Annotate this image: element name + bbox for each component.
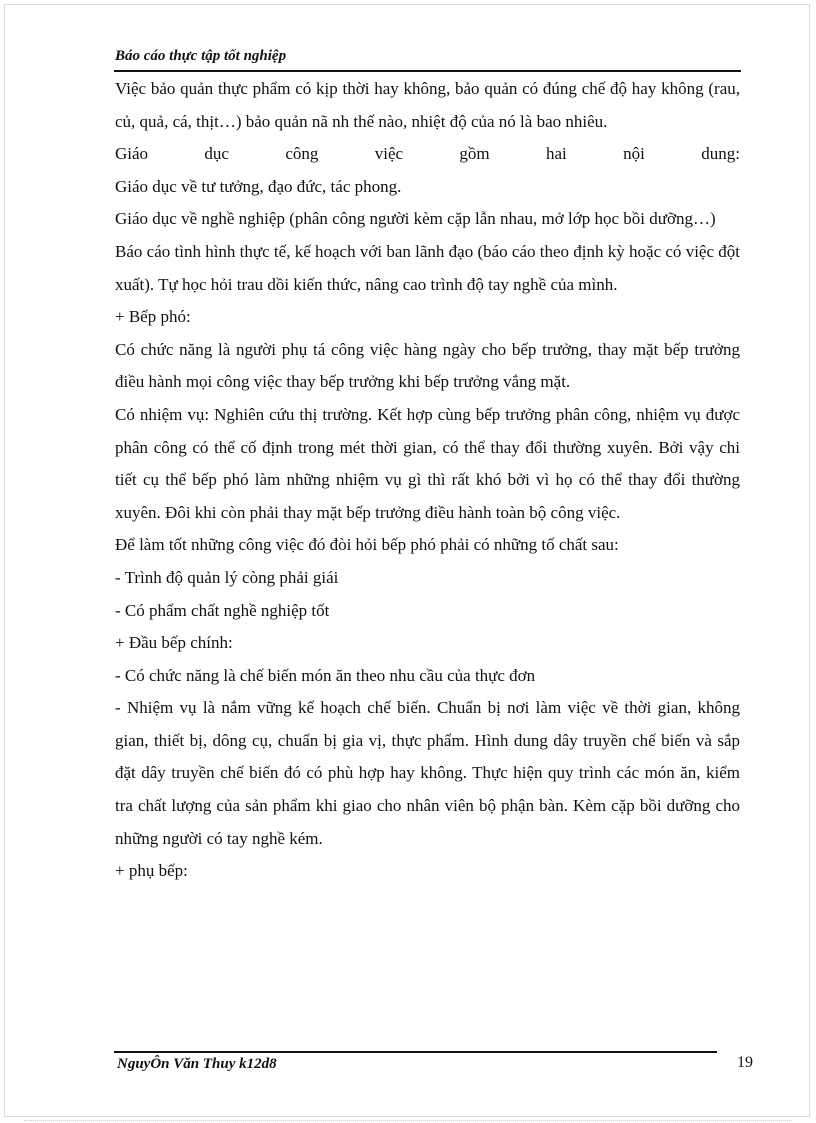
word: nội bbox=[623, 144, 645, 164]
list-item: - Có chức năng là chế biến món ăn theo nhu cầu của thực đơn bbox=[115, 665, 536, 685]
paragraph-education-intro bbox=[115, 138, 740, 171]
word: gồm bbox=[459, 144, 490, 164]
paragraph-report: Báo cáo tình hình thực tế, kế hoạch với ban lãnh đạo (báo cáo theo định kỳ hoặc có việc đột xuất). Tự học hỏi trau dồi kiến thức, nâng cao trình độ tay nghề của mình. bbox=[115, 241, 740, 294]
heading-kitchen-assistant: + phụ bếp: bbox=[115, 861, 188, 881]
word: việc bbox=[374, 144, 404, 164]
word: Giáo bbox=[115, 144, 149, 164]
footer-author: NguyÔn Văn Thuy k12d8 bbox=[117, 1056, 277, 1072]
header-rule bbox=[114, 70, 741, 72]
paragraph-sous-chef-function: Có chức năng là người phụ tá công việc hàng ngày cho bếp trưởng, thay mặt bếp trưởng điều hành mọi công việc thay bếp trưởng khi bếp trưởng vắng mặt. bbox=[115, 339, 740, 392]
body-content bbox=[115, 73, 740, 888]
heading-sous-chef: + Bếp phó: bbox=[115, 307, 191, 327]
paragraph-sous-chef-duty: Có nhiệm vụ: Nghiên cứu thị trường. Kết hợp cùng bếp trưởng phân công, nhiệm vụ được phân công có thể cố định trong mét thời gian, có thể thay đổi thường xuyên. Bởi vậy chi tiết cụ thể bếp phó làm những nhiệm vụ gì thì rất khó bởi vì họ có thể thay đổi thường xuyên. Đôi khi còn phải thay mặt bếp trưởng điều hành toàn bộ công việc. bbox=[115, 404, 740, 522]
word: công bbox=[285, 144, 319, 164]
list-item: - Có phẩm chất nghề nghiệp tốt bbox=[115, 600, 330, 620]
footer-rule bbox=[114, 1051, 717, 1053]
paragraph-ideology: Giáo dục về tư tưởng, đạo đức, tác phong. bbox=[115, 176, 402, 196]
list-item: - Trình độ quản lý còng phải giái bbox=[115, 567, 339, 587]
page-number: 19 bbox=[737, 1054, 753, 1071]
paragraph-professional: Giáo dục về nghề nghiệp (phân công người kèm cặp lẫn nhau, mở lớp học bồi dưỡng…) bbox=[115, 209, 716, 229]
page-bottom-edge bbox=[24, 1120, 792, 1121]
paragraph-qualities: Để làm tốt những công việc đó đòi hỏi bếp phó phải có những tố chất sau: bbox=[115, 535, 619, 555]
word: dục bbox=[204, 144, 229, 164]
list-item: - Nhiệm vụ là nắm vững kế hoạch chế biến. Chuẩn bị nơi làm việc về thời gian, không gian, thiết bị, dông cụ, chuẩn bị gia vị, thực phẩm. Hình dung dây truyền chế biến và sắp đặt dây truyền chế biến đó có phù hợp hay không. Thực hiện quy trình các món ăn, kiểm tra chất lượng của sản phẩm khi giao cho nhân viên bộ phận bàn. Kèm cặp bồi dưỡng cho những người có tay nghề kém. bbox=[115, 698, 740, 848]
word: hai bbox=[546, 144, 567, 164]
header-title: Báo cáo thực tập tốt nghiệp bbox=[115, 48, 287, 64]
word: dung: bbox=[701, 144, 740, 164]
paragraph-storage: Việc bảo quản thực phẩm có kịp thời hay không, bảo quản có đúng chế độ hay không (rau, củ, quả, cá, thịt…) bảo quản nã nh thế nào, nhiệt độ của nó là bao nhiêu. bbox=[115, 79, 740, 131]
heading-head-chef: + Đầu bếp chính: bbox=[115, 633, 233, 653]
